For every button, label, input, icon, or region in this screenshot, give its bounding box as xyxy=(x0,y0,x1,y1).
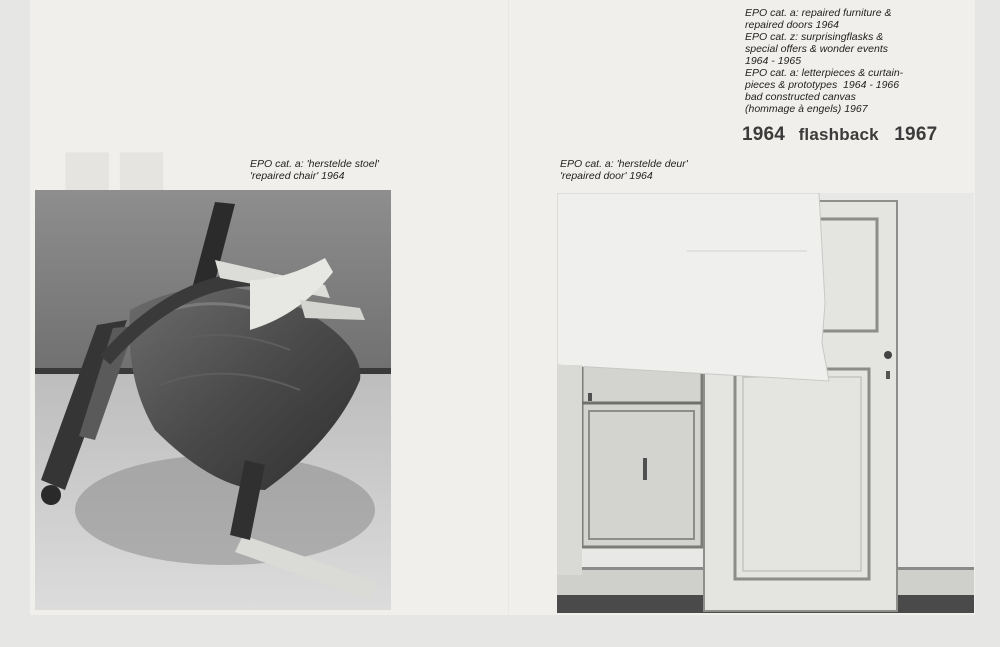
chair-caption-line-1: EPO cat. a: 'herstelde stoel' xyxy=(250,158,379,170)
catalogue-entry-list xyxy=(745,7,975,115)
headline-word: flashback xyxy=(798,125,879,144)
entry-line: bad constructed canvas xyxy=(745,91,856,103)
chair-caption-line-2: 'repaired chair' 1964 xyxy=(250,170,345,182)
entry-line: EPO cat. a: repaired furniture & xyxy=(745,7,892,19)
entry-line: EPO cat. z: surprisingflasks & xyxy=(745,31,884,43)
headline-start-year: 1964 xyxy=(742,124,786,145)
entry-line: (hommage à engels) 1967 xyxy=(745,103,868,115)
flashback-headline xyxy=(742,124,937,146)
door-caption-line-1: EPO cat. a: 'herstelde deur' xyxy=(560,158,688,170)
door-caption-line-2: 'repaired door' 1964 xyxy=(560,170,653,182)
entry-line: 1964 - 1965 xyxy=(745,55,802,67)
door-caption xyxy=(560,158,688,182)
door-photo xyxy=(557,193,974,613)
entry-line: EPO cat. a: letterpieces & curtain- xyxy=(745,67,904,79)
entry-line: special offers & wonder events xyxy=(745,43,888,55)
chair-photo xyxy=(35,190,391,610)
headline-end-year: 1967 xyxy=(894,124,938,145)
entry-line: repaired doors 1964 xyxy=(745,19,839,31)
entry-line: pieces & prototypes 1964 - 1966 xyxy=(745,79,900,91)
chair-caption xyxy=(250,158,379,182)
